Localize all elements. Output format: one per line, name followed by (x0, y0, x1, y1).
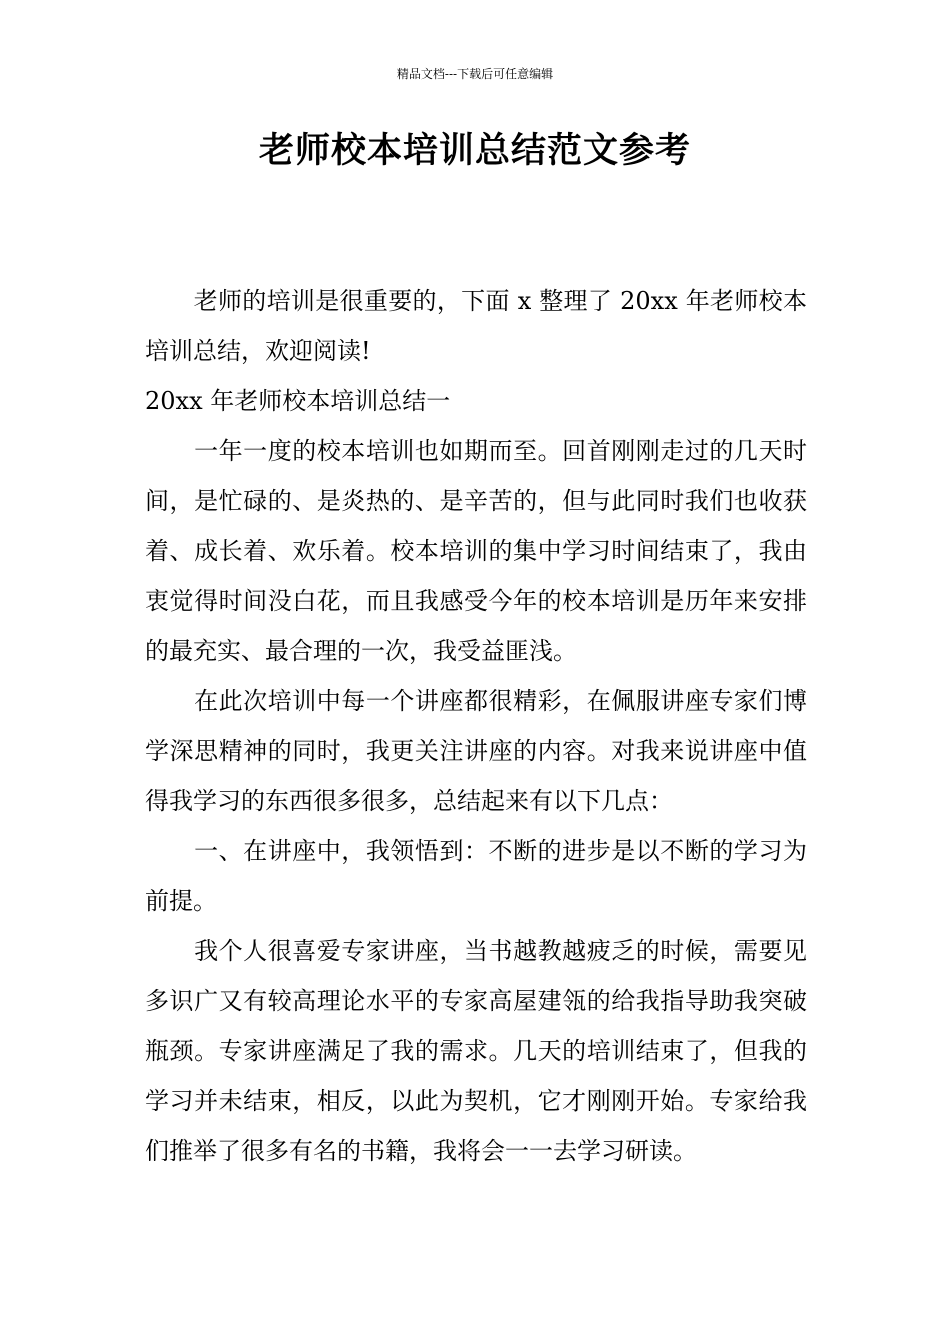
document-body (145, 276, 807, 1176)
body-paragraph: 一、在讲座中，我领悟到：不断的进步是以不断的学习为前提。 (145, 837, 807, 915)
section-heading: 20xx 年老师校本培训总结一 (145, 387, 451, 415)
body-paragraph: 在此次培训中每一个讲座都很精彩，在佩服讲座专家们博学深思精神的同时，我更关注讲座的内容。对我来说讲座中值得我学习的东西很多很多，总结起来有以下几点： (145, 687, 807, 815)
header-note: 精品文档---下载后可任意编辑 (396, 67, 554, 81)
intro-paragraph: 老师的培训是很重要的，下面 x 整理了 20xx 年老师校本培训总结，欢迎阅读! (145, 287, 807, 365)
body-paragraph: 我个人很喜爱专家讲座，当书越教越疲乏的时候，需要见多识广又有较高理论水平的专家高屋建瓴的给我指导助我突破瓶颈。专家讲座满足了我的需求。几天的培训结束了，但我的学习并未结束，相反，以此为契机，它才刚刚开始。专家给我们推举了很多有名的书籍，我将会一一去学习研读。 (145, 937, 807, 1165)
document-title: 老师校本培训总结范文参考 (258, 131, 691, 171)
body-paragraph: 一年一度的校本培训也如期而至。回首刚刚走过的几天时间，是忙碌的、是炎热的、是辛苦的，但与此同时我们也收获着、成长着、欢乐着。校本培训的集中学习时间结束了，我由衷觉得时间没白花，而且我感受今年的校本培训是历年来安排的最充实、最合理的一次，我受益匪浅。 (145, 437, 807, 665)
